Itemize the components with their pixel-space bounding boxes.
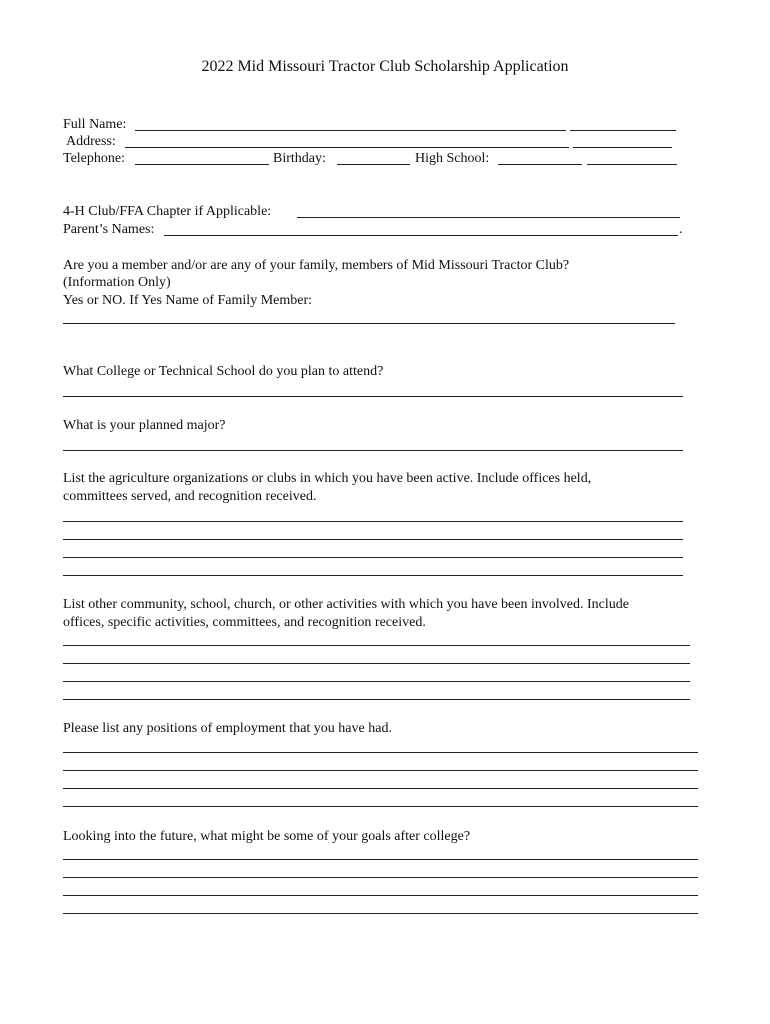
address-field-extra[interactable] — [573, 147, 672, 148]
high-school-field-extra[interactable] — [587, 164, 677, 165]
chapter-label: 4-H Club/FFA Chapter if Applicable: — [63, 204, 272, 219]
ag-orgs-answer-line[interactable] — [63, 539, 683, 540]
telephone-field[interactable] — [135, 164, 269, 165]
chapter-field[interactable] — [297, 217, 680, 218]
ag-orgs-question-line2: committees served, and recognition received. — [63, 489, 317, 504]
form-title: 2022 Mid Missouri Tractor Club Scholarship Application — [201, 58, 569, 75]
full-name-field[interactable] — [135, 130, 566, 131]
other-activities-answer-line[interactable] — [63, 663, 690, 664]
other-activities-answer-line[interactable] — [63, 699, 690, 700]
parents-end-mark: . — [679, 222, 683, 237]
other-activities-question-line1: List other community, school, church, or other activities with which you have been involved. Include — [63, 597, 629, 612]
employment-answer-line[interactable] — [63, 788, 698, 789]
major-question: What is your planned major? — [63, 418, 226, 433]
ag-orgs-answer-line[interactable] — [63, 575, 683, 576]
address-field[interactable] — [125, 147, 569, 148]
birthday-field[interactable] — [337, 164, 410, 165]
goals-answer-line[interactable] — [63, 877, 698, 878]
ag-orgs-answer-line[interactable] — [63, 521, 683, 522]
membership-note: (Information Only) — [63, 275, 171, 290]
employment-answer-line[interactable] — [63, 770, 698, 771]
other-activities-question-line2: offices, specific activities, committees, and recognition received. — [63, 615, 426, 630]
college-question: What College or Technical School do you plan to attend? — [63, 364, 384, 379]
other-activities-answer-line[interactable] — [63, 645, 690, 646]
parents-label: Parent’s Names: — [63, 222, 155, 237]
high-school-field[interactable] — [498, 164, 582, 165]
full-name-label: Full Name: — [63, 117, 127, 132]
college-answer-line[interactable] — [63, 396, 683, 397]
other-activities-answer-line[interactable] — [63, 681, 690, 682]
telephone-label: Telephone: — [63, 151, 125, 166]
membership-question: Are you a member and/or are any of your family, members of Mid Missouri Tractor Club? — [63, 258, 570, 273]
goals-question: Looking into the future, what might be some of your goals after college? — [63, 829, 471, 844]
goals-answer-line[interactable] — [63, 895, 698, 896]
address-label: Address: — [66, 134, 116, 149]
employment-question: Please list any positions of employment that you have had. — [63, 721, 392, 736]
major-answer-line[interactable] — [63, 450, 683, 451]
ag-orgs-answer-line[interactable] — [63, 557, 683, 558]
goals-answer-line[interactable] — [63, 859, 698, 860]
parents-field[interactable] — [164, 235, 678, 236]
membership-answer-line[interactable] — [63, 323, 675, 324]
employment-answer-line[interactable] — [63, 806, 698, 807]
birthday-label: Birthday: — [273, 151, 326, 166]
full-name-field-extra[interactable] — [570, 130, 676, 131]
ag-orgs-question-line1: List the agriculture organizations or clubs in which you have been active. Include offices held, — [63, 471, 592, 486]
goals-answer-line[interactable] — [63, 913, 698, 914]
high-school-label: High School: — [415, 151, 490, 166]
employment-answer-line[interactable] — [63, 752, 698, 753]
membership-followup: Yes or NO. If Yes Name of Family Member: — [63, 293, 313, 308]
